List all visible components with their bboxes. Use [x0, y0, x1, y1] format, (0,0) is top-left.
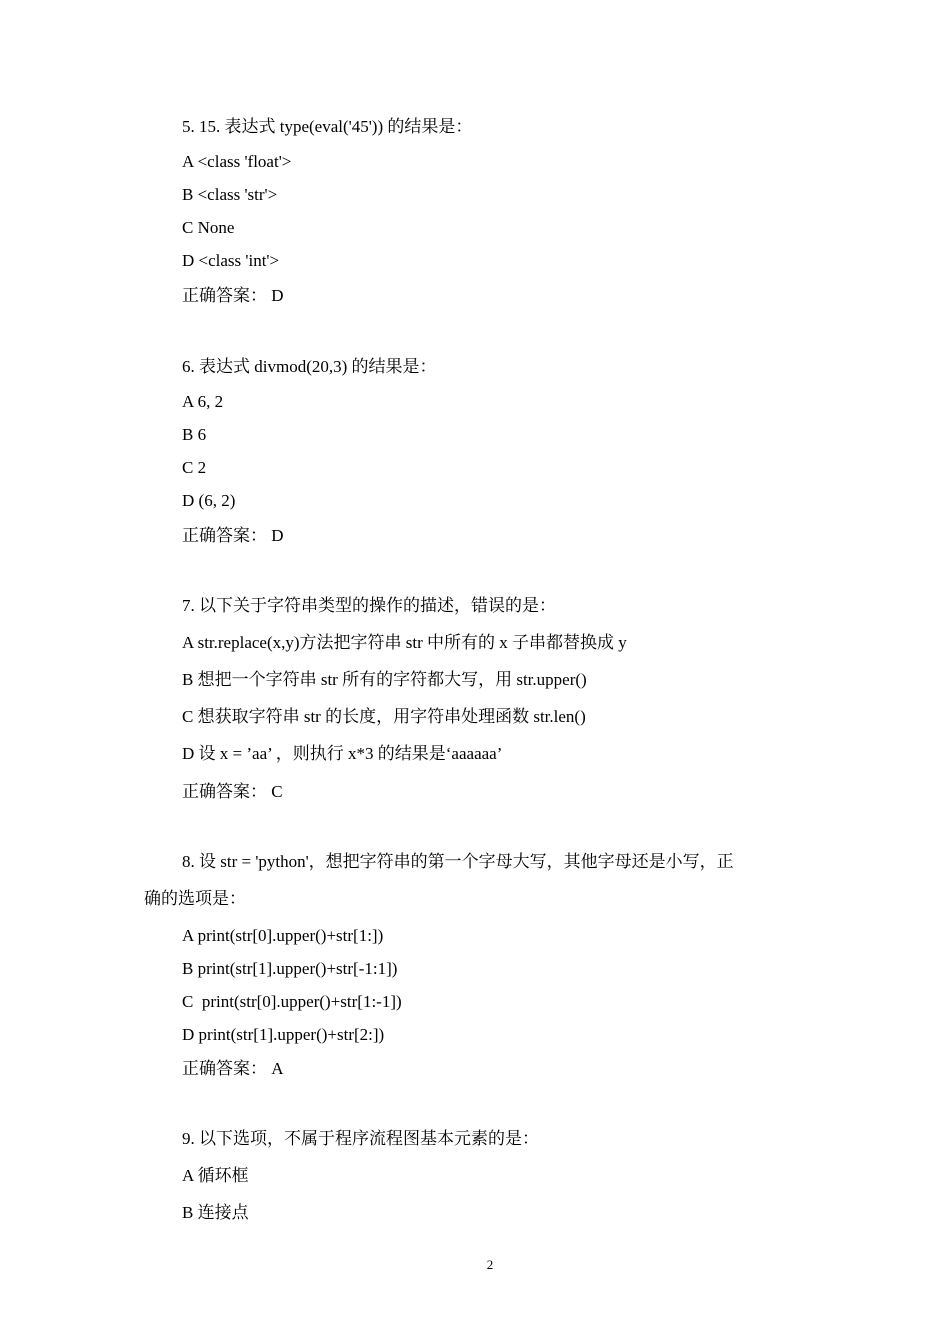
question-8-answer: 正确答案： A — [182, 1059, 284, 1078]
question-7-answer: 正确答案： C — [182, 782, 283, 801]
question-8-option-b: B print(str[1].upper()+str[-1:1]) — [182, 959, 398, 978]
question-7-option-d: D 设 x = ’aa’ ，则执行 x*3 的结果是‘aaaaaa’ — [182, 744, 503, 763]
question-8-stem: 8. 设 str = 'python'，想把字符串的第一个字母大写，其他字母还是小写，正 — [182, 852, 734, 871]
question-7-option-c: C 想获取字符串 str 的长度，用字符串处理函数 str.len() — [182, 707, 586, 726]
question-7-option-b: B 想把一个字符串 str 所有的字符都大写，用 str.upper() — [182, 670, 587, 689]
question-5-option-a: A <class 'float'> — [182, 152, 292, 171]
question-9-option-a: A 循环框 — [182, 1166, 249, 1185]
question-8-option-a: A print(str[0].upper()+str[1:]) — [182, 926, 384, 945]
question-6-option-b: B 6 — [182, 425, 207, 444]
question-8-option-c: C print(str[0].upper()+str[1:-1]) — [182, 992, 402, 1011]
question-6-stem: 6. 表达式 divmod(20,3) 的结果是： — [182, 357, 437, 376]
question-5-answer: 正确答案： D — [182, 286, 284, 305]
question-9-stem: 9. 以下选项，不属于程序流程图基本元素的是： — [182, 1129, 539, 1148]
question-6-option-a: A 6, 2 — [182, 392, 224, 411]
question-8-stem-continuation: 确的选项是： — [144, 889, 246, 908]
question-5-option-c: C None — [182, 218, 235, 237]
page-number: 2 — [486, 1257, 494, 1272]
question-9-option-b: B 连接点 — [182, 1203, 249, 1222]
question-8-option-d: D print(str[1].upper()+str[2:]) — [182, 1025, 385, 1044]
question-7-option-a: A str.replace(x,y)方法把字符串 str 中所有的 x 子串都替换成 y — [182, 633, 627, 652]
question-6-answer: 正确答案： D — [182, 526, 284, 545]
question-7-stem: 7. 以下关于字符串类型的操作的描述，错误的是： — [182, 596, 556, 615]
question-5-option-b: B <class 'str'> — [182, 185, 278, 204]
question-6-option-d: D (6, 2) — [182, 491, 236, 510]
question-5-stem: 5. 15. 表达式 type(eval('45')) 的结果是： — [182, 117, 473, 136]
question-6-option-c: C 2 — [182, 458, 207, 477]
question-5-option-d: D <class 'int'> — [182, 251, 280, 270]
